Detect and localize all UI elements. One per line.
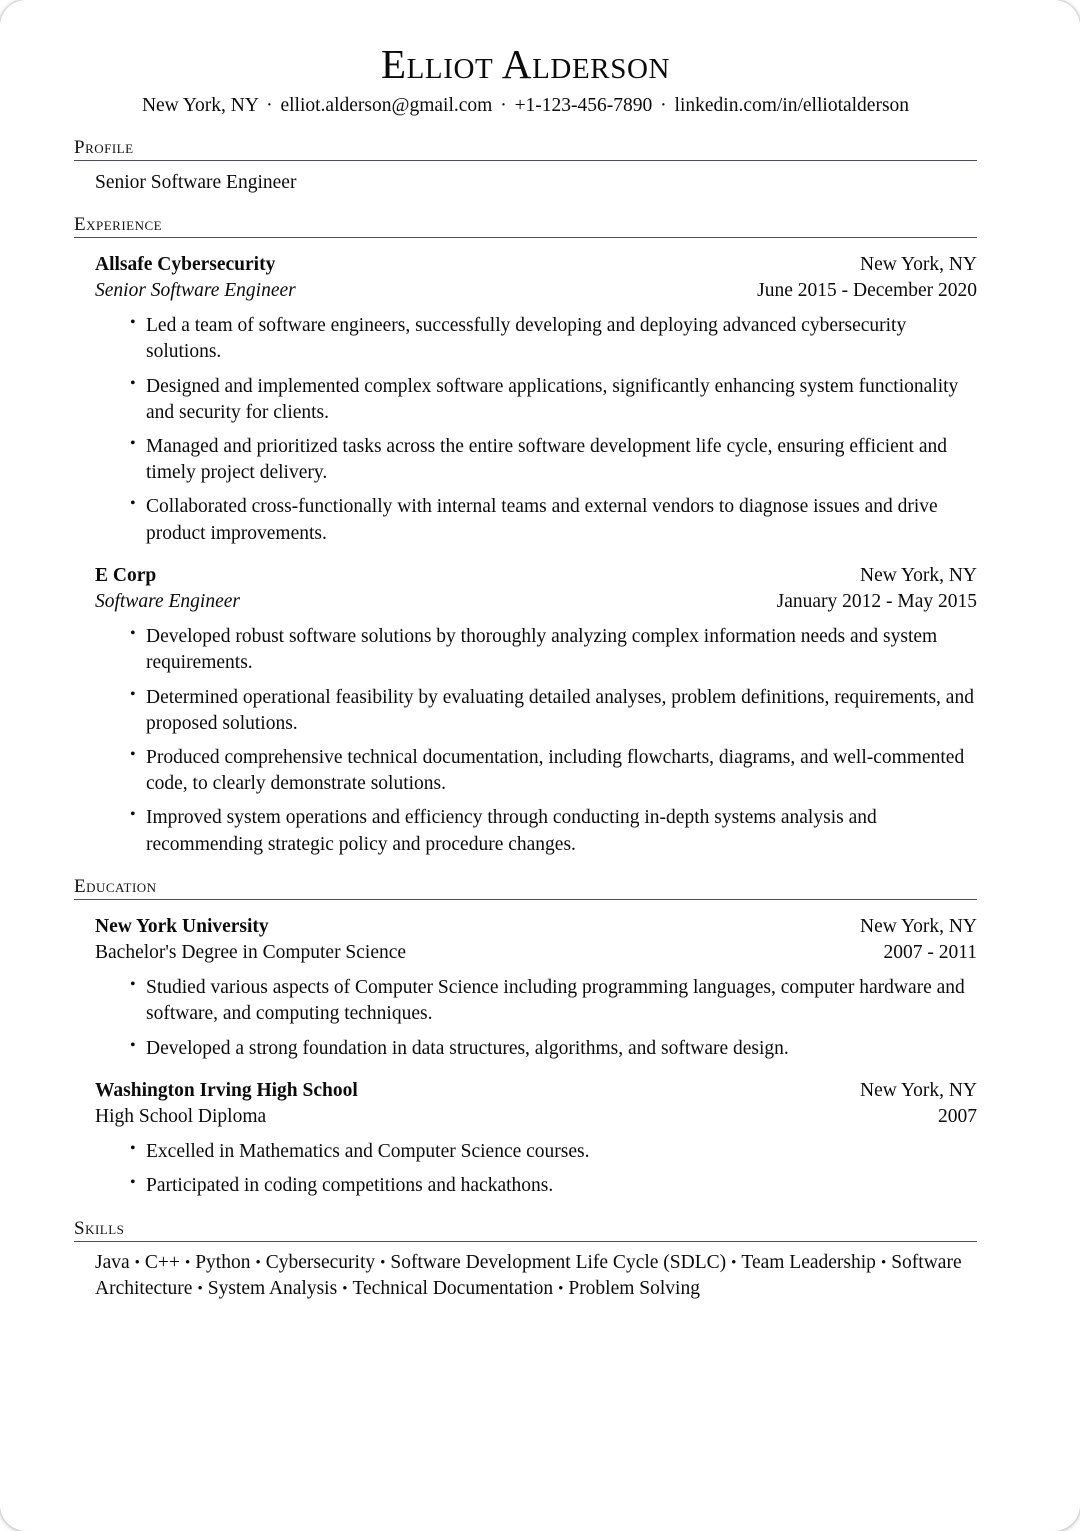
entry-subheader-row [74,589,977,615]
skills-list [95,1250,975,1303]
section-skills [74,1218,977,1303]
skill-item: Software Architecture [95,1251,962,1300]
list-item: • Improved system operations and efficiency through conducting in-depth systems analysis and recommending strategic policy and procedure changes. [74,805,977,857]
entry-subheader-row [74,1104,977,1130]
skill-separator: • [558,1281,564,1298]
entry-bullet-list [74,313,977,547]
section-experience [74,214,977,858]
contact-location: New York, NY [141,95,259,117]
entry-dates: June 2015 - December 2020 [757,280,977,302]
entry-header-row [74,914,977,940]
section-education [74,876,977,1200]
list-item: • Produced comprehensive technical documentation, including flowcharts, diagrams, and well-commented code, to clearly demonstrate solutions. [74,745,977,797]
experience-entry [74,563,977,858]
skill-item: Problem Solving [568,1278,700,1300]
list-item: • Managed and prioritized tasks across the entire software development life cycle, ensuring efficient and timely project delivery. [74,434,977,486]
entry-location: New York, NY [859,1079,977,1101]
entry-bullet-list [74,624,977,858]
skill-separator: • [134,1254,140,1271]
entry-location: New York, NY [859,915,977,937]
entry-header-row [74,1078,977,1104]
entry-degree: Bachelor's Degree in Computer Science [95,942,407,964]
list-item: • Collaborated cross-functionally with internal teams and external vendors to diagnose issues and drive product improvements. [74,494,977,546]
skill-item: System Analysis [207,1278,338,1300]
entry-location: New York, NY [859,564,977,586]
contact-email[interactable]: elliot.alderson@gmail.com [280,95,493,117]
skill-separator: • [380,1254,386,1271]
entry-organization: Allsafe Cybersecurity [95,253,276,275]
entry-organization: New York University [95,915,269,937]
education-entry [74,1078,977,1200]
section-title-education: Education [74,875,157,897]
entry-bullet-list [74,1139,977,1199]
contact-separator: · [500,95,507,117]
entry-subheader-row [74,940,977,966]
list-item: • Developed robust software solutions by thoroughly analyzing complex information needs and system requirements. [74,624,977,676]
resume-content [74,0,977,1303]
list-item: • Led a team of software engineers, successfully developing and deploying advanced cybersecurity solutions. [74,313,977,365]
entry-subheader-row [74,278,977,304]
skill-separator: • [731,1254,737,1271]
skill-separator: • [197,1281,203,1298]
contact-phone[interactable]: +1-123-456-7890 [514,95,653,117]
entry-dates: January 2012 - May 2015 [776,591,977,613]
entry-role: Software Engineer [95,591,240,613]
entry-organization: Washington Irving High School [95,1079,358,1101]
skill-item: Java [95,1251,130,1273]
skill-item: Python [195,1251,251,1273]
entry-header-row [74,563,977,589]
list-item: • Participated in coding competitions and hackathons. [74,1173,977,1199]
section-rule [74,1241,977,1242]
contact-line [74,93,977,118]
entry-header-row [74,252,977,278]
entry-location: New York, NY [859,253,977,275]
section-title-experience: Experience [74,213,163,235]
skill-item: Cybersecurity [265,1251,376,1273]
entry-role: Senior Software Engineer [95,280,296,302]
skill-separator: • [255,1254,261,1271]
skill-item: Team Leadership [741,1251,876,1273]
entry-dates: 2007 [938,1105,977,1127]
skill-separator: • [184,1254,191,1271]
experience-entry [74,252,977,547]
entry-organization: E Corp [95,564,157,586]
section-title-profile: Profile [74,136,134,158]
skill-item: Technical Documentation [352,1278,554,1300]
entry-degree: High School Diploma [95,1105,267,1127]
candidate-name: Elliot Alderson [380,41,671,87]
entry-dates: 2007 - 2011 [883,942,977,964]
contact-separator: · [660,95,667,117]
skill-separator: • [880,1254,887,1271]
list-item: • Determined operational feasibility by evaluating detailed analyses, problem definitions, requirements, and proposed solutions. [74,685,977,737]
education-entry [74,914,977,1062]
contact-separator: · [266,95,273,117]
section-title-skills: Skills [74,1217,125,1239]
skill-item: Software Development Life Cycle (SDLC) [390,1251,727,1273]
skill-separator: • [342,1281,348,1298]
section-rule [74,237,977,238]
entry-bullet-list [74,975,977,1062]
profile-text: Senior Software Engineer [95,171,297,193]
skill-item: C++ [144,1251,180,1273]
list-item: • Developed a strong foundation in data structures, algorithms, and software design. [74,1036,977,1062]
list-item: • Studied various aspects of Computer Science including programming languages, computer hardware and software, and computing techniques. [74,975,977,1027]
section-rule [74,160,977,161]
contact-linkedin[interactable]: linkedin.com/in/elliotalderson [674,95,910,117]
section-profile [74,137,977,196]
list-item: • Designed and implemented complex software applications, significantly enhancing system functionality and security for clients. [74,374,977,426]
list-item: • Excelled in Mathematics and Computer Science courses. [74,1139,977,1165]
section-rule [74,899,977,900]
